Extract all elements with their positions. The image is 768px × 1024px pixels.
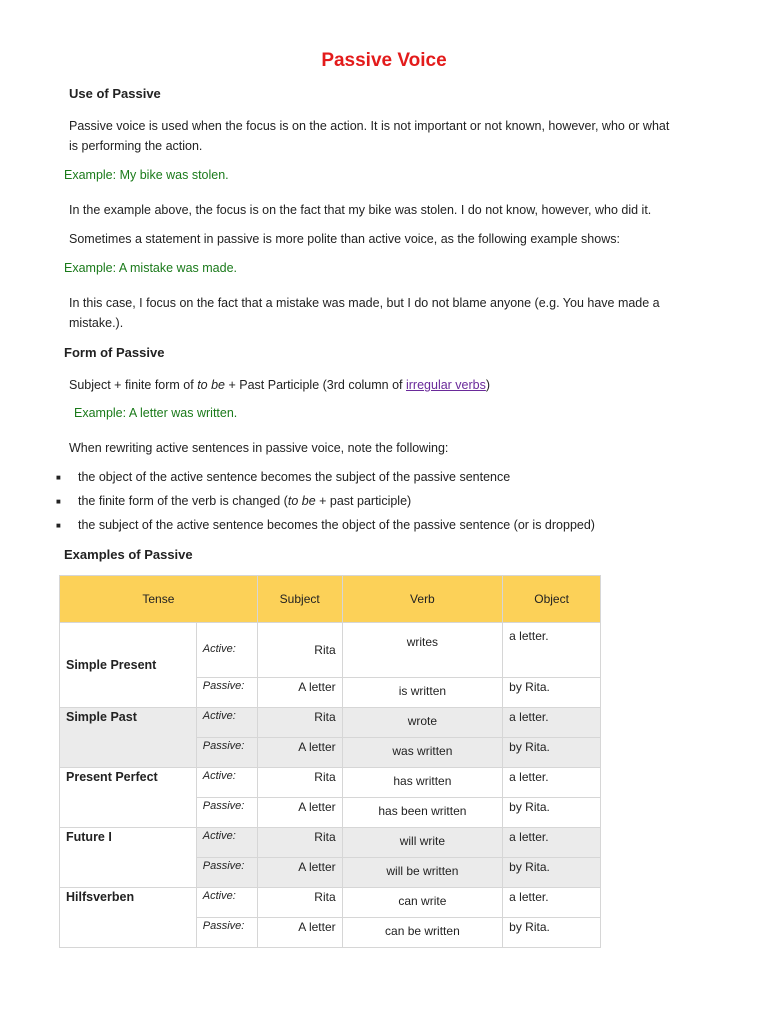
page-title: Passive Voice: [321, 50, 447, 71]
tense-cell: Hilfsverben: [60, 888, 197, 948]
verb-cell: will be written: [342, 858, 503, 888]
object-cell: by Rita.: [503, 798, 601, 828]
focus-paragraph: In the example above, the focus is on the fact that my bike was stolen. I do not know, however, who did it.: [69, 203, 652, 217]
verb-cell: wrote: [342, 708, 503, 738]
verb-cell: can be written: [342, 918, 503, 948]
formula-part-a: Subject + finite form of: [69, 378, 198, 392]
subject-cell: Rita: [257, 708, 342, 738]
formula-to-be: to be: [197, 378, 225, 392]
bullet-item-3: the subject of the active sentence becomes the object of the passive sentence (or is dropped): [78, 518, 595, 532]
table-row: [60, 623, 601, 678]
subject-cell: A letter: [257, 738, 342, 768]
object-cell: by Rita.: [503, 918, 601, 948]
use-paragraph-line1: Passive voice is used when the focus is on the action. It is not important or not known, however, who or what: [69, 119, 670, 133]
mode-cell: Passive:: [196, 858, 257, 888]
mode-cell: Active:: [196, 708, 257, 738]
mode-cell: Active:: [196, 768, 257, 798]
subject-cell: Rita: [257, 623, 342, 678]
verb-cell: is written: [342, 678, 503, 708]
example-mistake: Example: A mistake was made.: [64, 261, 237, 275]
bullet-icon: ■: [56, 497, 61, 506]
bullet-icon: ■: [56, 473, 61, 482]
table-row: [60, 888, 601, 918]
example-letter: Example: A letter was written.: [74, 406, 238, 420]
formula-part-b: + Past Participle (3rd column of: [225, 378, 406, 392]
blame-paragraph-line2: mistake.).: [69, 316, 124, 330]
bullet2-to-be: to be: [287, 494, 316, 508]
subject-cell: Rita: [257, 888, 342, 918]
object-cell: a letter.: [503, 828, 601, 858]
blame-paragraph: [69, 293, 729, 333]
bullet-icon: ■: [56, 521, 61, 530]
tense-cell: Present Perfect: [60, 768, 197, 828]
bullet2-part-a: the finite form of the verb is changed (: [78, 494, 288, 508]
bullet-item-2: [78, 494, 411, 508]
header-object: Object: [503, 576, 601, 623]
bullet2-part-b: + past participle): [315, 494, 412, 508]
table-row: [60, 828, 601, 858]
header-tense: Tense: [60, 576, 258, 623]
use-heading: Use of Passive: [69, 86, 161, 101]
subject-cell: A letter: [257, 678, 342, 708]
tense-cell: Simple Past: [60, 708, 197, 768]
verb-cell: writes: [342, 623, 503, 678]
subject-cell: A letter: [257, 798, 342, 828]
object-cell: a letter.: [503, 623, 601, 678]
object-cell: by Rita.: [503, 738, 601, 768]
tense-cell: Simple Present: [60, 623, 197, 708]
mode-cell: Active:: [196, 828, 257, 858]
form-heading: Form of Passive: [64, 345, 165, 360]
form-formula: [69, 375, 729, 395]
table-row: [60, 768, 601, 798]
table-row: [60, 708, 601, 738]
passive-examples-table: [59, 575, 601, 948]
subject-cell: A letter: [257, 918, 342, 948]
verb-cell: was written: [342, 738, 503, 768]
object-cell: by Rita.: [503, 858, 601, 888]
verb-cell: can write: [342, 888, 503, 918]
bullet-item-1: the object of the active sentence becomes the subject of the passive sentence: [78, 470, 511, 484]
subject-cell: A letter: [257, 858, 342, 888]
header-subject: Subject: [257, 576, 342, 623]
verb-cell: will write: [342, 828, 503, 858]
formula-part-c: ): [485, 378, 491, 392]
use-paragraph-line2: is performing the action.: [69, 139, 203, 153]
mode-cell: Active:: [196, 888, 257, 918]
mode-cell: Active:: [196, 623, 257, 678]
verb-cell: has written: [342, 768, 503, 798]
subject-cell: Rita: [257, 768, 342, 798]
table-header-row: [60, 576, 601, 623]
subject-cell: Rita: [257, 828, 342, 858]
mode-cell: Passive:: [196, 678, 257, 708]
mode-cell: Passive:: [196, 918, 257, 948]
examples-heading: Examples of Passive: [64, 547, 193, 562]
use-paragraph: [69, 116, 729, 156]
verb-cell: has been written: [342, 798, 503, 828]
object-cell: a letter.: [503, 888, 601, 918]
mode-cell: Passive:: [196, 798, 257, 828]
tense-cell: Future I: [60, 828, 197, 888]
object-cell: a letter.: [503, 708, 601, 738]
polite-paragraph: Sometimes a statement in passive is more polite than active voice, as the following example shows:: [69, 232, 620, 246]
object-cell: a letter.: [503, 768, 601, 798]
mode-cell: Passive:: [196, 738, 257, 768]
blame-paragraph-line1: In this case, I focus on the fact that a mistake was made, but I do not blame anyone (e.g. You have made a: [69, 296, 660, 310]
example-bike: Example: My bike was stolen.: [64, 168, 229, 182]
header-verb: Verb: [342, 576, 503, 623]
irregular-verbs-link[interactable]: irregular verbs: [405, 378, 486, 392]
object-cell: by Rita.: [503, 678, 601, 708]
rewrite-note: When rewriting active sentences in passive voice, note the following:: [69, 441, 449, 455]
